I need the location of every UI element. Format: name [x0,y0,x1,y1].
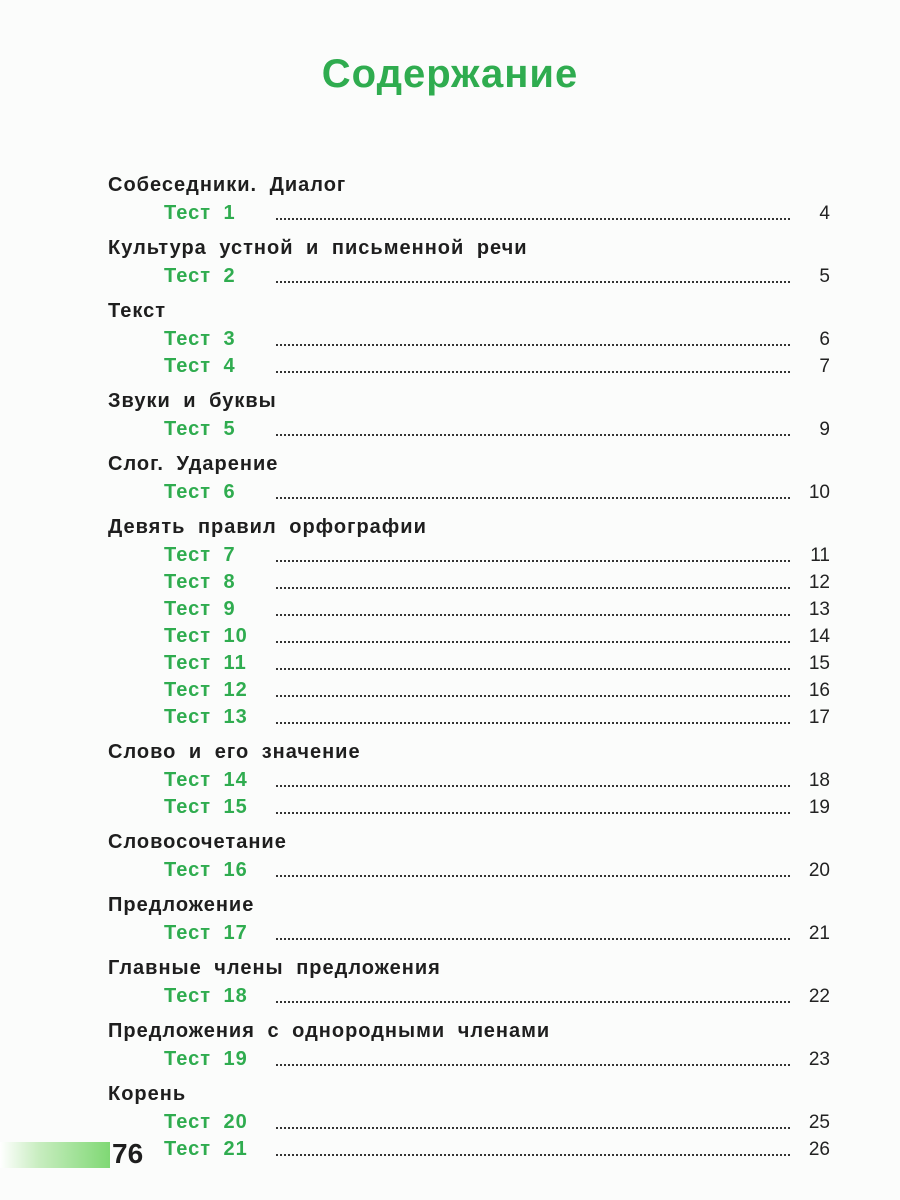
test-label: Тест 14 [164,769,248,791]
entry-page-number: 18 [808,770,830,791]
entry-page-number: 20 [808,860,830,881]
entry-page-number: 17 [808,707,830,728]
toc-entry [108,479,830,506]
toc-section [108,296,830,380]
toc-section [108,737,830,821]
dot-leader [276,1153,790,1156]
toc-entry [108,596,830,623]
toc-section [108,1079,830,1163]
toc-entry [108,704,830,731]
entry-page-number: 26 [808,1139,830,1160]
section-title: Слог. Ударение [108,453,279,475]
entry-page-number: 6 [819,329,830,350]
dot-leader [276,559,790,562]
dot-leader [276,811,790,814]
toc-section [108,233,830,290]
section-title: Девять правил орфографии [108,516,427,538]
dot-leader [276,667,790,670]
entry-page-number: 16 [808,680,830,701]
dot-leader [276,721,790,724]
toc-entry [108,767,830,794]
toc-entry [108,1109,830,1136]
dot-leader [276,370,790,373]
toc-entry [108,794,830,821]
toc-section [108,170,830,227]
toc-entry [108,650,830,677]
toc-section [108,890,830,947]
dot-leader [276,613,790,616]
toc-section [108,827,830,884]
toc-entry [108,983,830,1010]
dot-leader [276,640,790,643]
section-title: Звуки и буквы [108,390,277,412]
test-label: Тест 8 [164,571,236,593]
toc-section [108,449,830,506]
test-label: Тест 10 [164,625,248,647]
toc-section [108,386,830,443]
entry-page-number: 23 [808,1049,830,1070]
test-label: Тест 6 [164,481,236,503]
section-title: Текст [108,300,167,322]
page-number: 76 [112,1138,144,1169]
entry-page-number: 19 [808,797,830,818]
toc-entry [108,326,830,353]
section-title: Предложения с однородными членами [108,1020,551,1042]
entry-page-number: 5 [819,266,830,287]
toc-entry [108,1046,830,1073]
toc-entry [108,1136,830,1163]
entry-page-number: 15 [808,653,830,674]
entry-page-number: 21 [808,923,830,944]
table-of-contents [108,170,830,1169]
page-title: Содержание [321,52,579,96]
entry-page-number: 4 [819,203,830,224]
entry-page-number: 14 [808,626,830,647]
section-title: Главные члены предложения [108,957,441,979]
test-label: Тест 17 [164,922,248,944]
test-label: Тест 18 [164,985,248,1007]
dot-leader [276,937,790,940]
toc-entry [108,263,830,290]
toc-entry [108,416,830,443]
dot-leader [276,874,790,877]
test-label: Тест 19 [164,1048,248,1070]
toc-entry [108,857,830,884]
entry-page-number: 7 [819,356,830,377]
toc-section [108,1016,830,1073]
dot-leader [276,433,790,436]
test-label: Тест 1 [164,202,236,224]
toc-section [108,953,830,1010]
test-label: Тест 15 [164,796,248,818]
section-title: Слово и его значение [108,741,361,763]
test-label: Тест 16 [164,859,248,881]
test-label: Тест 3 [164,328,236,350]
section-title: Корень [108,1083,187,1105]
test-label: Тест 21 [164,1138,248,1160]
dot-leader [276,343,790,346]
section-title: Собеседники. Диалог [108,174,347,196]
dot-leader [276,1000,790,1003]
entry-page-number: 25 [808,1112,830,1133]
toc-entry [108,200,830,227]
test-label: Тест 7 [164,544,236,566]
toc-entry [108,623,830,650]
entry-page-number: 13 [808,599,830,620]
section-title: Словосочетание [108,831,287,853]
dot-leader [276,694,790,697]
section-title: Культура устной и письменной речи [108,237,528,259]
test-label: Тест 4 [164,355,236,377]
dot-leader [276,496,790,499]
toc-entry [108,569,830,596]
dot-leader [276,1063,790,1066]
toc-entry [108,542,830,569]
dot-leader [276,217,790,220]
entry-page-number: 9 [819,419,830,440]
entry-page-number: 10 [808,482,830,503]
entry-page-number: 11 [810,545,830,566]
section-title: Предложение [108,894,255,916]
dot-leader [276,1126,790,1129]
dot-leader [276,280,790,283]
test-label: Тест 11 [164,652,247,674]
toc-entry [108,677,830,704]
toc-entry [108,353,830,380]
test-label: Тест 20 [164,1111,248,1133]
footer-accent-band [0,1142,110,1168]
test-label: Тест 12 [164,679,248,701]
test-label: Тест 13 [164,706,248,728]
dot-leader [276,586,790,589]
test-label: Тест 2 [164,265,236,287]
toc-entry [108,920,830,947]
entry-page-number: 12 [808,572,830,593]
toc-section [108,512,830,731]
test-label: Тест 5 [164,418,236,440]
entry-page-number: 22 [808,986,830,1007]
dot-leader [276,784,790,787]
test-label: Тест 9 [164,598,236,620]
